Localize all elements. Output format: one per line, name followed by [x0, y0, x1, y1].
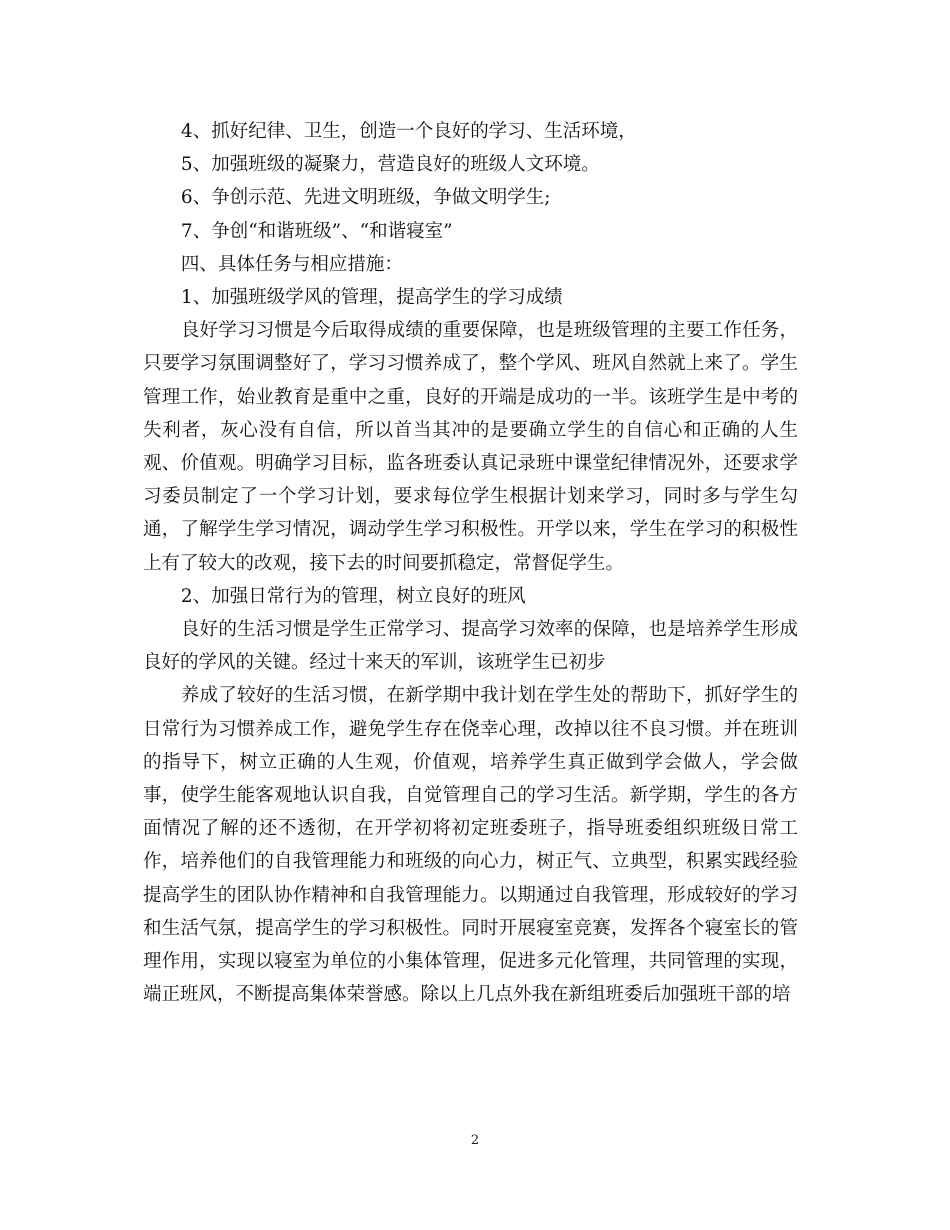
page-number: 2 — [470, 1133, 480, 1148]
document-body — [143, 115, 798, 1011]
subheading-daily-behavior: 2、加强日常行为的管理，树立良好的班风 — [180, 585, 526, 607]
paragraph-goal-5: 5、加强班级的凝聚力，营造良好的班级人文环境。 — [180, 154, 600, 176]
paragraph-goal-7: 7、争创“和谐班级”、“和谐寝室” — [180, 220, 453, 242]
paragraph-goal-4: 4、抓好纪律、卫生，创造一个良好的学习、生活环境， — [180, 121, 637, 142]
paragraph-daily-management: 养成了较好的生活习惯，在新学期中我计划在学生处的帮助下，抓好学生的日常行为习惯养成工作，避免学生存在侥幸心理，改掉以往不良习惯。并在班训的指导下，树立正确的人生观，价值观，培养学生真正做到学会做人，学会做事，使学生能客观地认识自我，自觉管理自己的学习生活。新学期，学生的各方面情况了解的还不透彻，在开学初将初定班委班子，指导班委组织班级日常工作，培养他们的自我管理能力和班级的向心力，树正气、立典型，积累实践经验提高学生的团队协作精神和自我管理能力。以期通过自我管理，形成较好的学习和生活气氛，提高学生的学习积极性。同时开展寝室竞赛，发挥各个寝室长的管理作用，实现以寝室为单位的小集体管理，促进多元化管理，共同管理的实现，端正班风，不断提高集体荣誉感。除以上几点外我在新组班委后加强班干部的培 — [143, 685, 798, 1006]
paragraph-goal-6: 6、争创示范、先进文明班级，争做文明学生; — [180, 187, 551, 209]
section-heading-tasks: 四、具体任务与相应措施： — [180, 253, 403, 275]
paragraph-study-habits: 良好学习习惯是今后取得成绩的重要保障，也是班级管理的主要工作任务，只要学习氛围调整好了，学习习惯养成了，整个学风、班风自然就上来了。学生管理工作，始业教育是重中之重，良好的开端是成功的一半。该班学生是中考的失利者，灰心没有自信，所以首当其冲的是要确立学生的自信心和正确的人生观、价值观。明确学习目标，监各班委认真记录班中课堂纪律情况外，还要求学习委员制定了一个学习计划，要求每位学生根据计划来学习，同时多与学生勾通，了解学生学习情况，调动学生学习积极性。开学以来，学生在学习的积极性上有了较大的改观，接下去的时间要抓稳定，常督促学生。 — [143, 320, 798, 574]
subheading-study-style: 1、加强班级学风的管理，提高学生的学习成绩 — [180, 287, 563, 309]
paragraph-living-habits: 良好的生活习惯是学生正常学习、提高学习效率的保障，也是培养学生形成良好的学风的关键。经过十来天的军训，该班学生已初步 — [143, 619, 798, 674]
